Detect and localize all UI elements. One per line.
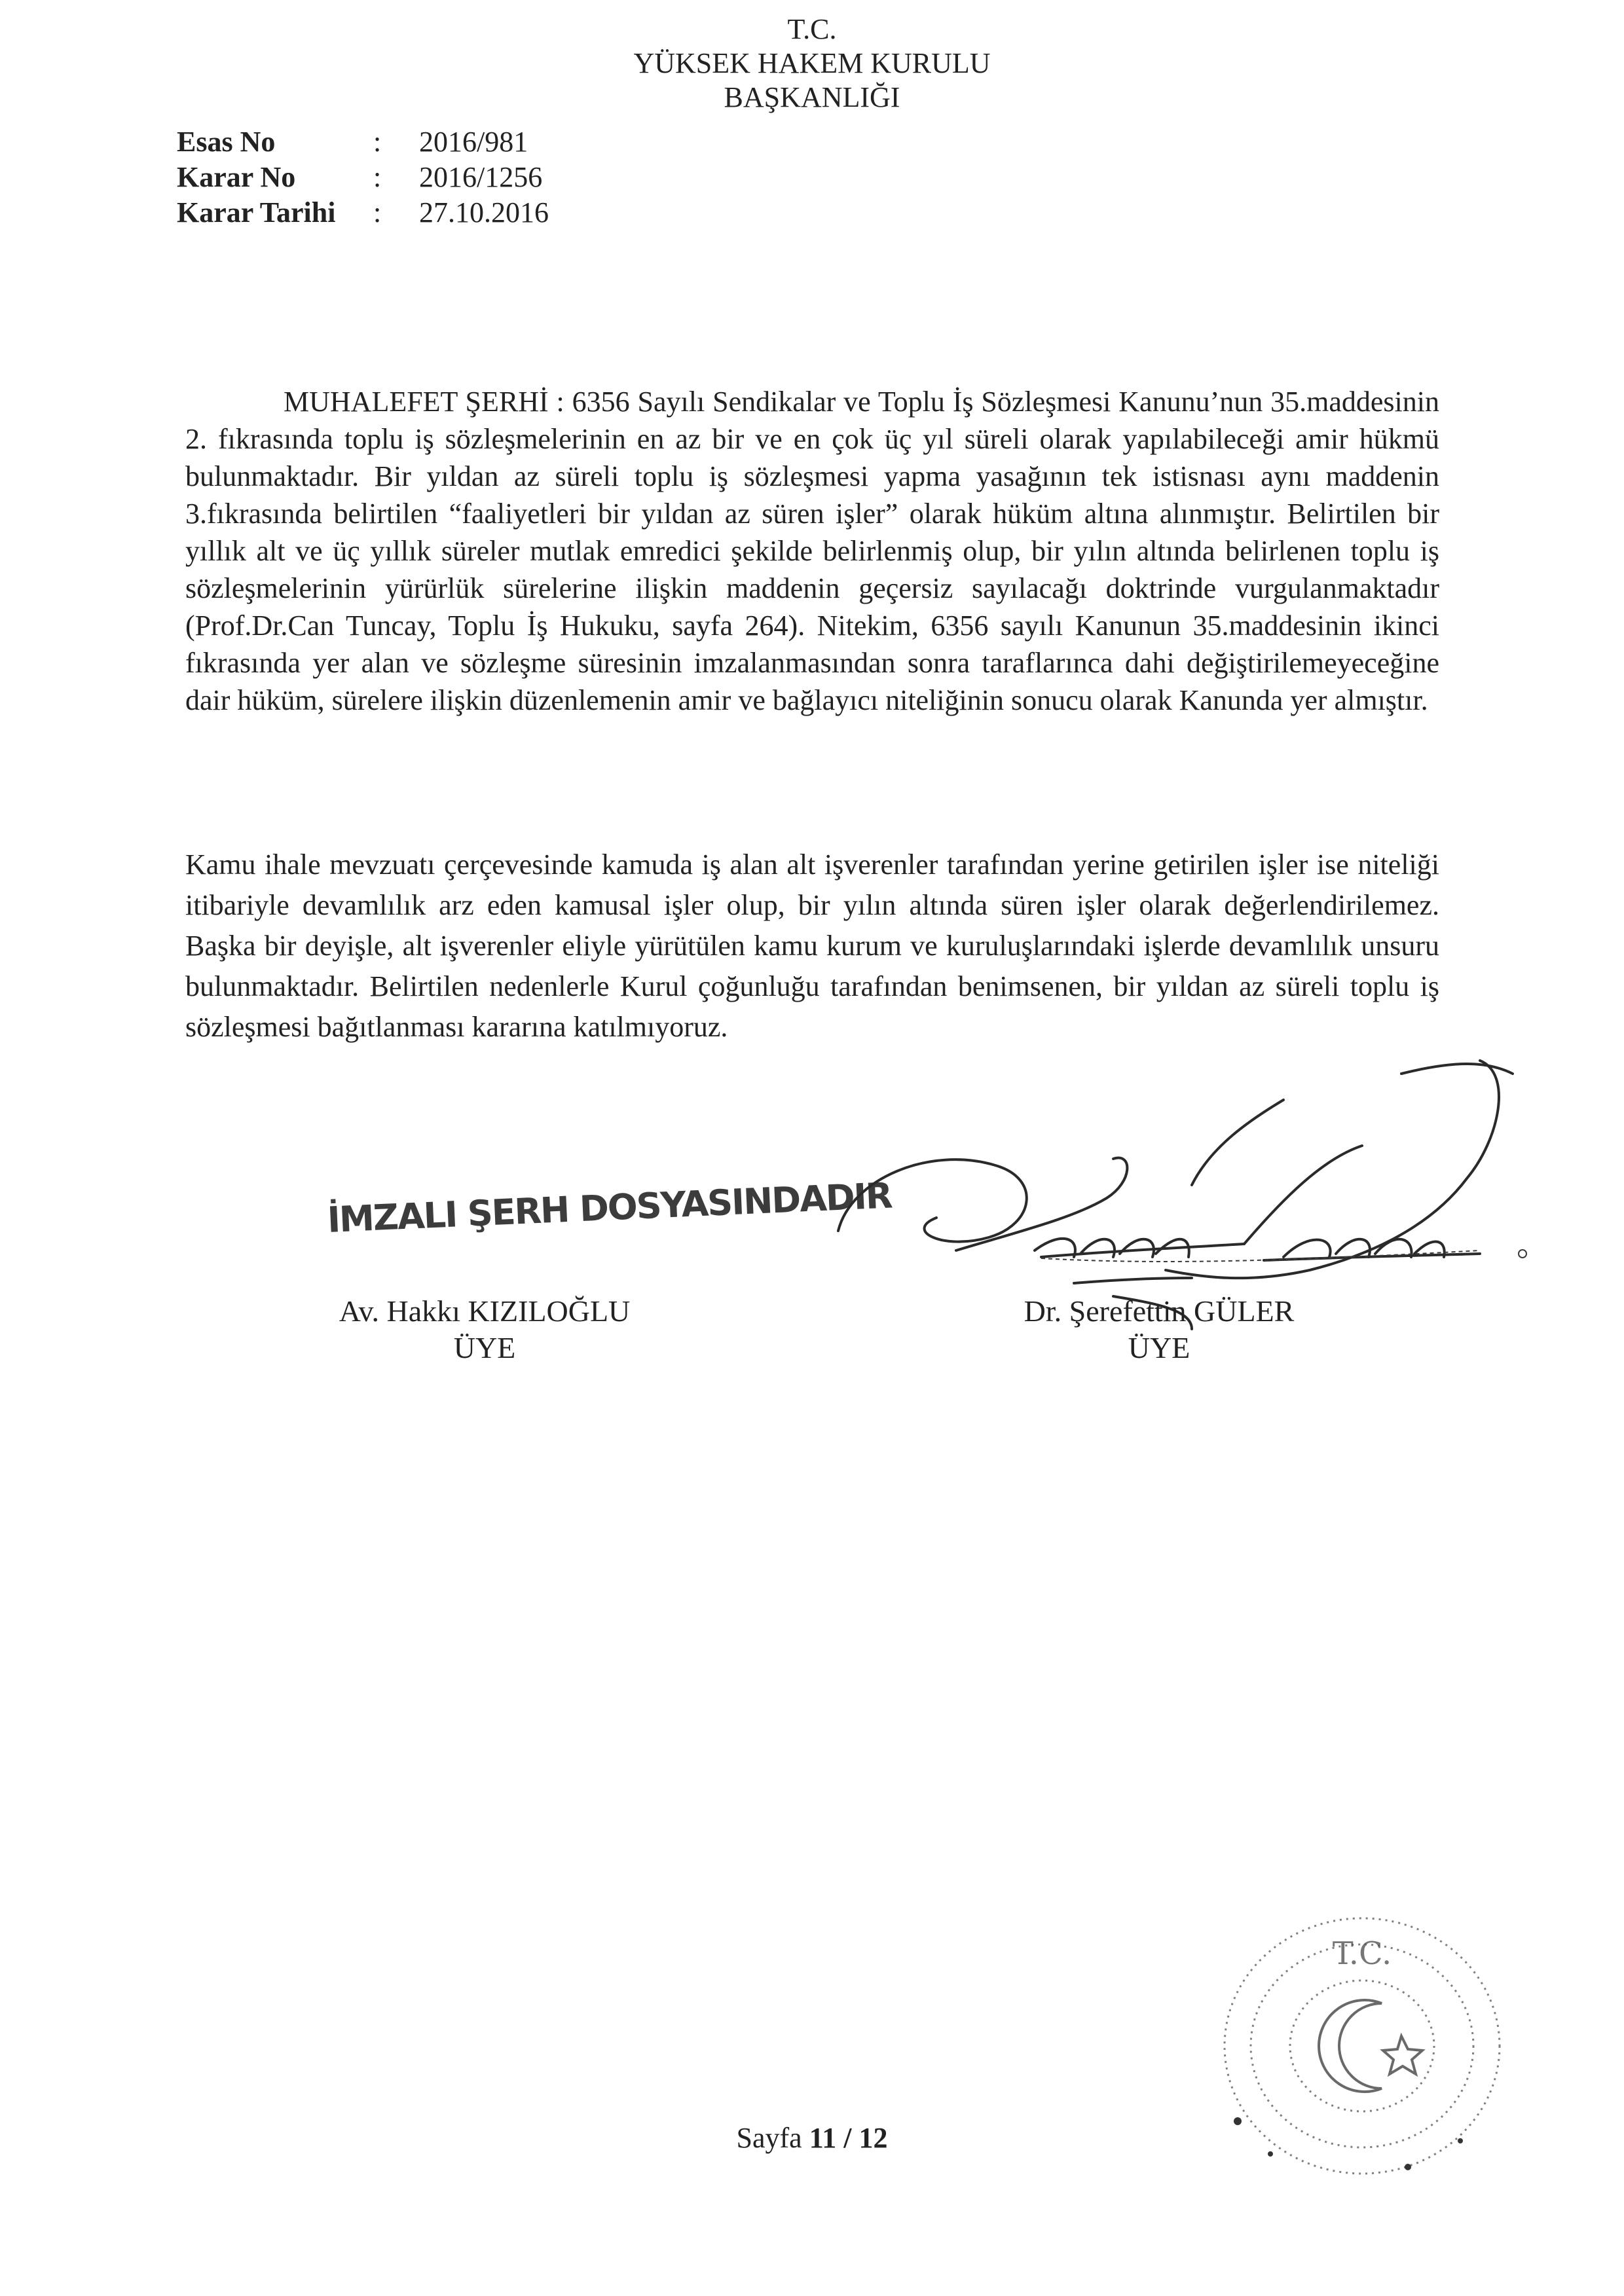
header-presidency: BAŞKANLIĞI <box>724 81 900 113</box>
signatory-1 <box>301 1293 668 1366</box>
meta-value: 2016/1256 <box>419 161 543 193</box>
header-institution: YÜKSEK HAKEM KURULU <box>633 47 991 79</box>
meta-separator: : <box>373 126 382 158</box>
meta-value: 2016/981 <box>419 126 528 158</box>
page-footer <box>0 2121 1624 2155</box>
page-footer-prefix: Sayfa <box>736 2122 802 2154</box>
signed-dissent-stamp: İMZALI ŞERH DOSYASINDADIR <box>326 1175 893 1241</box>
meta-label: Karar No <box>177 161 296 193</box>
meta-separator: : <box>373 196 382 228</box>
dissent-paragraph-2: Kamu ihale mevzuatı çerçevesinde kamuda iş alan alt işverenler tarafından yerine getirilen işler ise niteliği itibariyle devamlılık arz eden kamusal işler olup, bir yılın altında süren işler olarak değerlendirilemez. Başka bir deyişle, alt işverenler eliyle yürütülen kamu kurum ve kuruluşlarındaki işlerde devamlılık unsuru bulunmaktadır. Belirtilen nedenlerle Kurul çoğunluğu tarafından benimsenen, bir yıldan az süreli toplu iş sözleşmesi bağıtlanması kararına katılmıyoruz. <box>185 848 1439 1043</box>
signatory-2 <box>976 1293 1342 1366</box>
meta-separator: : <box>373 161 382 193</box>
dissent-paragraph-1-text: MUHALEFET ŞERHİ : 6356 Sayılı Sendikalar ve Toplu İş Sözleşmesi Kanunu’nun 35.maddesinin 2. fıkrasında toplu iş sözleşmelerinin en az bir ve en çok üç yıl süreli olarak yapılabileceği amir hükmü bulunmaktadır. Bir yıldan az süreli toplu iş sözleşmesi yapma yasağının tek istisnası aynı maddenin 3.fıkrasında belirtilen “faaliyetleri bir yıldan az süren işler” olarak hüküm altına alınmıştır. Belirtilen bir yıllık alt ve üç yıllık süreler mutlak emredici şekilde belirlenmiş olup, bir yılın altında belirlenen toplu iş sözleşmelerinin yürürlük sürelerine ilişkin maddenin geçersiz sayılacağı doktrinde vurgulanmaktadır (Prof.Dr.Can Tuncay, Toplu İş Hukuku, sayfa 264). Nitekim, 6356 sayılı Kanunun 35.maddesinin ikinci fıkrasında yer alan ve sözleşme süresinin imzalanmasından sonra taraflarınca dahi değiştirilemeyeceğine dair hüküm, sürelere ilişkin düzenlemenin amir ve bağlayıcı niteliğinin sonucu olarak Kanunda yer almıştır. <box>185 386 1439 716</box>
handwritten-signature <box>825 1034 1545 1336</box>
signatory-1-name: Av. Hakkı KIZILOĞLU <box>339 1294 631 1328</box>
signatory-2-title: ÜYE <box>1128 1331 1190 1364</box>
seal-lettering: T.C. <box>1332 1935 1392 1972</box>
dissent-paragraph-1 <box>185 383 1439 719</box>
signatory-1-title: ÜYE <box>453 1331 516 1364</box>
header-tc: T.C. <box>787 13 837 45</box>
meta-label: Esas No <box>177 126 276 158</box>
meta-karar-tarihi <box>177 195 549 230</box>
page-number: 11 / 12 <box>809 2122 888 2154</box>
signatory-2-name: Dr. Şerefettin GÜLER <box>1024 1294 1295 1328</box>
meta-esas-no <box>177 124 528 160</box>
meta-karar-no <box>177 160 542 195</box>
meta-value: 27.10.2016 <box>419 196 549 228</box>
meta-label: Karar Tarihi <box>177 196 336 228</box>
